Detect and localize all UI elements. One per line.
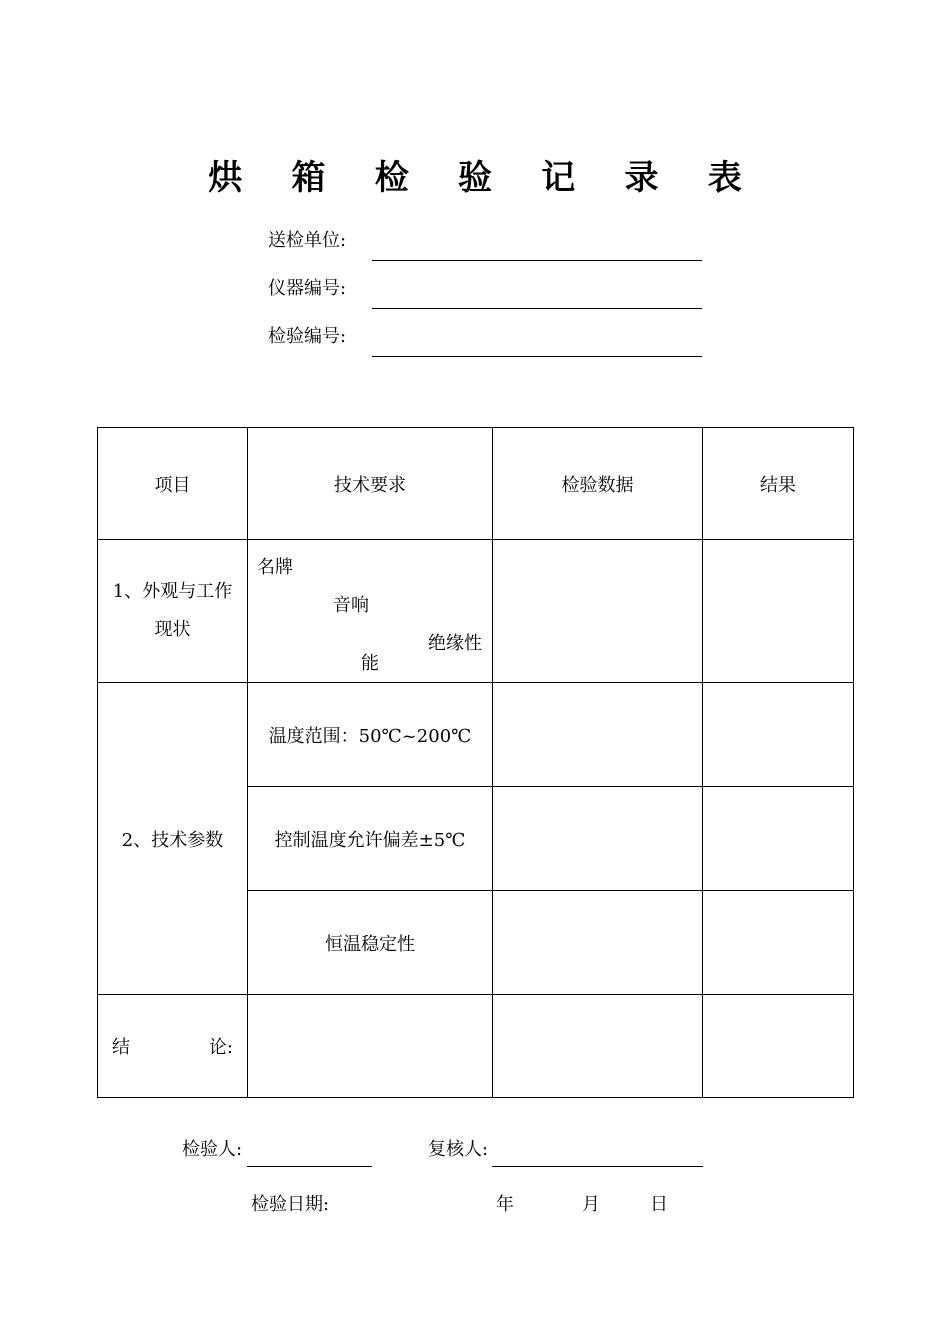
temp-tolerance-data-cell[interactable] [493,787,703,891]
req-insulation-part-b: 能 [361,653,379,674]
date-year-label: 年 [496,1194,514,1215]
appearance-result-cell[interactable] [703,540,854,683]
table-row-conclusion [98,995,854,1098]
inspection-number-label: 检验编号: [268,326,347,347]
instrument-number-label: 仪器编号: [268,278,347,299]
req-nameplate: 名牌 [257,557,293,578]
appearance-item-line1: 1、外观与工作 [112,581,233,602]
header-item: 项目 [98,428,248,540]
stability-result-cell[interactable] [703,891,854,995]
inspection-date-label: 检验日期: [251,1194,330,1215]
header-inspection-data: 检验数据 [493,428,703,540]
temp-range-data-cell[interactable] [493,683,703,787]
sender-unit-field[interactable] [372,260,702,261]
technical-params-item-cell: 2、技术参数 [98,683,248,995]
instrument-number-field[interactable] [372,308,702,309]
reviewer-field[interactable] [492,1166,703,1167]
header-result: 结果 [703,428,854,540]
inspection-number-field[interactable] [372,356,702,357]
appearance-item-cell [98,540,248,683]
conclusion-cell-3[interactable] [703,995,854,1098]
date-day-label: 日 [650,1194,668,1215]
req-stability: 恒温稳定性 [248,891,493,995]
appearance-data-cell[interactable] [493,540,703,683]
page-title: 烘 箱 检 验 记 录 表 [208,158,761,198]
conclusion-label-cell [98,995,248,1098]
appearance-item-line2: 现状 [154,619,191,640]
req-temp-tolerance: 控制温度允许偏差±5℃ [248,787,493,891]
inspector-field[interactable] [247,1166,372,1167]
req-sound: 音响 [333,595,369,616]
stability-data-cell[interactable] [493,891,703,995]
conclusion-label-part-b: 论: [208,1037,233,1058]
header-requirement: 技术要求 [248,428,493,540]
inspection-record-table [97,427,854,1098]
inspector-label: 检验人: [182,1139,243,1160]
temp-tolerance-result-cell[interactable] [703,787,854,891]
reviewer-label: 复核人: [428,1139,489,1160]
conclusion-cell-1[interactable] [248,995,493,1098]
req-insulation-part-a: 绝缘性 [428,633,482,654]
appearance-requirement-cell [248,540,493,683]
req-temp-range: 温度范围：50℃~200℃ [248,683,493,787]
table-row-appearance [98,540,854,683]
temp-range-result-cell[interactable] [703,683,854,787]
table-row-temp-range [98,683,854,787]
conclusion-cell-2[interactable] [493,995,703,1098]
table-header-row [98,428,854,540]
sender-unit-label: 送检单位: [268,230,347,251]
conclusion-label-part-a: 结 [112,1037,130,1058]
date-month-label: 月 [582,1194,600,1215]
